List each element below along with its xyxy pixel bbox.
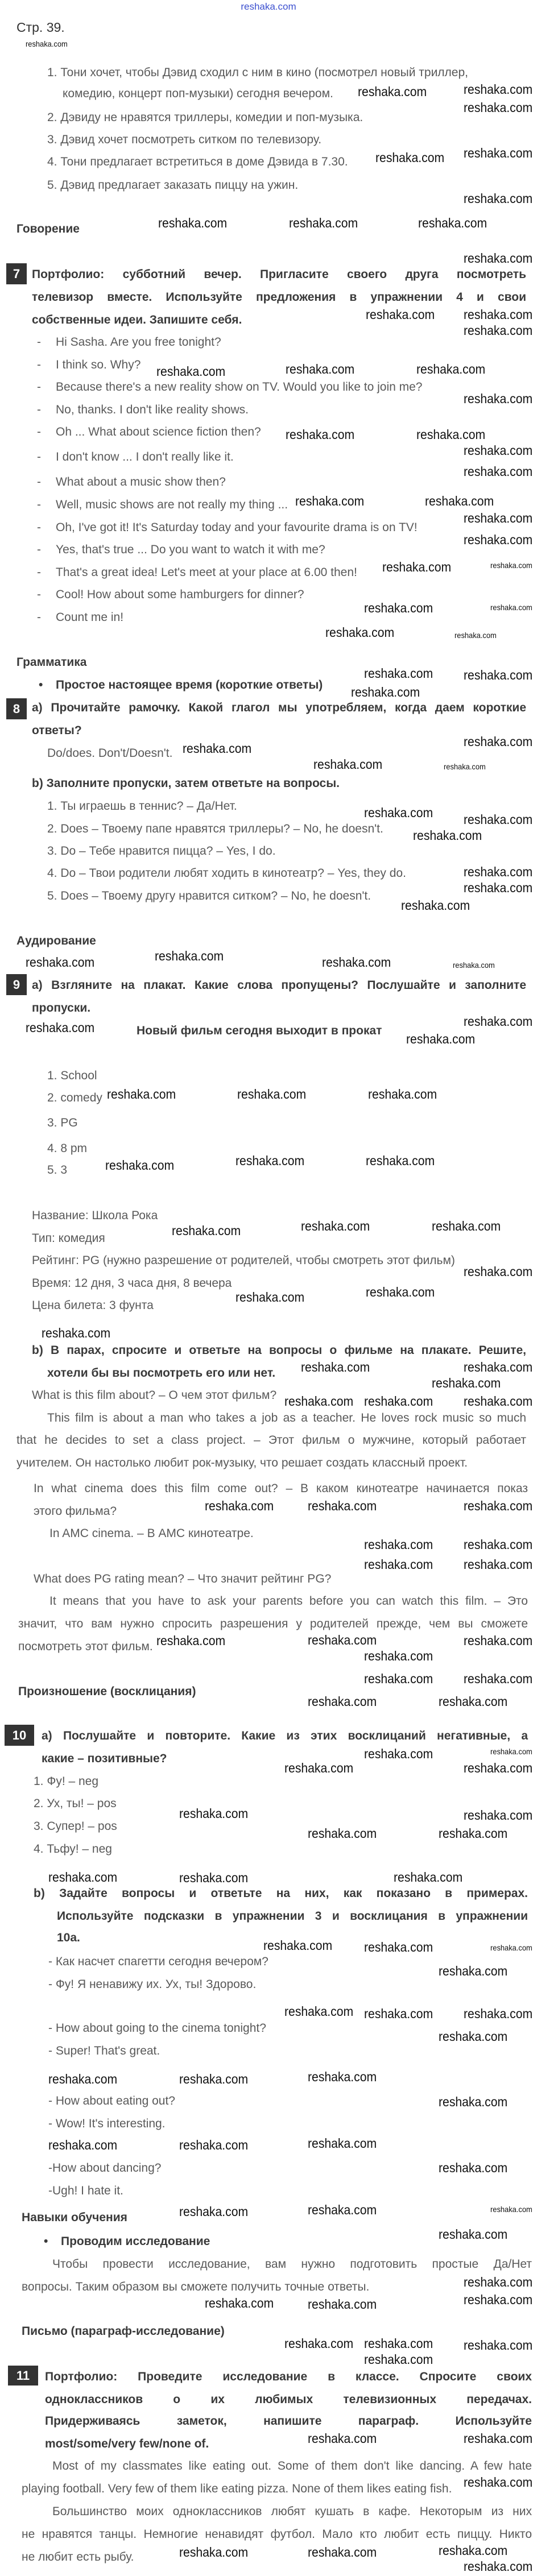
intro-line: 5. Дэвид предлагает заказать пиццу на ужин. <box>47 179 299 192</box>
watermark-text: reshaka.com <box>368 1087 437 1101</box>
watermark-text: reshaka.com <box>325 625 395 640</box>
watermark-text: reshaka.com <box>463 191 532 206</box>
exercise-task: b) В парах, спросите и ответьте на вопросы о фильме на плакате. Решите, <box>32 1344 526 1357</box>
exercise-number-badge: 11 <box>8 2366 38 2386</box>
watermark-text: reshaka.com <box>490 2205 532 2214</box>
watermark-text: reshaka.com <box>463 1014 532 1029</box>
watermark-text: reshaka.com <box>463 1360 532 1374</box>
watermark-text: reshaka.com <box>156 1633 226 1648</box>
answer-paragraph-line: playing football. Very few of them like eating pizza. None of them likes eating fish. <box>22 2482 452 2495</box>
watermark-text: reshaka.com <box>432 1219 501 1233</box>
dialogue-line: - Count me in! <box>56 611 123 624</box>
watermark-text: reshaka.com <box>26 1020 95 1035</box>
poster-title: Новый фильм сегодня выходит в прокат <box>137 1024 382 1037</box>
answer-item: 1. Ты играешь в теннис? – Да/Нет. <box>47 800 237 813</box>
watermark-text: reshaka.com <box>284 1761 354 1775</box>
watermark-text: reshaka.com <box>463 2475 532 2490</box>
watermark-text: reshaka.com <box>432 1376 501 1390</box>
answer-item: 3. PG <box>47 1116 78 1129</box>
watermark-text: reshaka.com <box>366 1285 435 1299</box>
watermark-text: reshaka.com <box>364 1940 433 1954</box>
watermark-text: reshaka.com <box>418 216 488 230</box>
watermark-text: reshaka.com <box>308 2431 377 2446</box>
exercise-task: телевизор вместе. Используйте предложения в упражнении 4 и свои <box>32 291 526 304</box>
watermark-text: reshaka.com <box>463 2275 532 2289</box>
watermark-text: reshaka.com <box>401 898 470 913</box>
answer-item: 5. 3 <box>47 1163 68 1177</box>
watermark-text: reshaka.com <box>26 955 95 970</box>
dialogue-line: - Yes, that's true ... Do you want to watch it with me? <box>56 543 325 557</box>
watermark-text: reshaka.com <box>463 880 532 895</box>
watermark-text: reshaka.com <box>295 494 365 508</box>
watermark-text: reshaka.com <box>490 1943 532 1952</box>
poster-info-line: Рейтинг: PG (нужно разрешение от родителей, чтобы смотреть этот фильм) <box>32 1254 455 1267</box>
watermark-text: reshaka.com <box>463 2338 532 2353</box>
intro-line: комедию, концерт поп-музыки) сегодня вечером. <box>63 87 333 100</box>
watermark-text: reshaka.com <box>463 1671 532 1686</box>
answer-item: 1. School <box>47 1069 97 1082</box>
qa-line: посмотреть этот фильм. <box>18 1640 153 1653</box>
watermark-text: reshaka.com <box>179 1870 249 1885</box>
watermark-text: reshaka.com <box>382 560 452 574</box>
watermark-text: reshaka.com <box>439 1694 508 1709</box>
section-heading-writing: Письмо (параграф-исследование) <box>22 2325 225 2338</box>
dialogue-line: - Super! That's great. <box>48 2044 160 2057</box>
watermark-text: reshaka.com <box>490 1747 532 1756</box>
answer-paragraph-line: Most of my classmates like eating out. Some of them don't like dancing. A few hate <box>52 2459 532 2473</box>
watermark-text: reshaka.com <box>179 1806 249 1821</box>
exercise-task: b) Задайте вопросы и ответьте на них, как показано в примерах. <box>34 1887 528 1900</box>
exercise-task: Придерживаясь заметок, напишите параграф. Используйте <box>45 2415 532 2428</box>
watermark-text: reshaka.com <box>301 1219 370 1233</box>
watermark-text: reshaka.com <box>284 2336 354 2351</box>
watermark-text: reshaka.com <box>413 828 482 843</box>
poster-info-line: Название: Школа Рока <box>32 1209 158 1222</box>
exercise-number-badge: 7 <box>6 263 27 284</box>
dialogue-line: - Oh ... What about science fiction then? <box>56 425 261 439</box>
watermark-text: reshaka.com <box>416 427 486 442</box>
answer-item: 4. Do – Твои родители любят ходить в кинотеатр? – Yes, they do. <box>47 867 406 880</box>
watermark-text: reshaka.com <box>308 2545 377 2560</box>
watermark-text: reshaka.com <box>301 1360 370 1374</box>
exercise-task: хотели бы вы посмотреть его или нет. <box>47 1366 276 1380</box>
dialogue-line: -Ugh! I hate it. <box>48 2184 123 2197</box>
watermark-text: reshaka.com <box>351 685 420 699</box>
watermark-text: reshaka.com <box>236 1153 305 1168</box>
study-topic-bullet: • Проводим исследование <box>61 2235 210 2248</box>
exercise-task: Используйте подсказки в упражнении 3 и восклицания в упражнении <box>57 1910 528 1923</box>
dialogue-line: - Как насчет спагетти сегодня вечером? <box>48 1955 268 1968</box>
dialogue-line: - What about a music show then? <box>56 475 226 489</box>
exercise-task: a) Прочитайте рамочку. Какой глагол мы употребляем, когда даем короткие <box>32 701 526 714</box>
watermark-text: reshaka.com <box>463 1394 532 1409</box>
watermark-text: reshaka.com <box>463 668 532 682</box>
watermark-text: reshaka.com <box>105 1158 175 1173</box>
exercise-task: пропуски. <box>32 1001 91 1014</box>
dialogue-line: - Фу! Я ненавижу их. Ух, ты! Здорово. <box>48 1978 257 1991</box>
qa-line: этого фильма? <box>34 1505 117 1518</box>
watermark-text: reshaka.com <box>463 82 532 97</box>
watermark-text: reshaka.com <box>463 464 532 479</box>
exercise-task: одноклассников о их любимых телевизионных передачах. <box>45 2393 532 2406</box>
dialogue-line: - Because there's a new reality show on TV. Would you like to join me? <box>56 380 422 394</box>
watermark-text: reshaka.com <box>425 494 494 508</box>
watermark-text: reshaka.com <box>364 1557 433 1572</box>
watermark-text: reshaka.com <box>455 631 497 640</box>
exercise-task: собственные идеи. Запишите себя. <box>32 313 242 326</box>
watermark-text: reshaka.com <box>236 1290 305 1304</box>
watermark-text: reshaka.com <box>308 1498 377 1513</box>
watermark-text: reshaka.com <box>463 1633 532 1648</box>
answer-item: 5. Does – Твоему другу нравится ситком? – No, he doesn't. <box>47 889 371 902</box>
qa-line: It means that you have to ask your parents before you can watch this film. – Это <box>49 1595 528 1608</box>
answer-paragraph-line: Большинство моих одноклассников любят кушать в кафе. Некоторым из них <box>52 2505 532 2518</box>
site-logo-link[interactable]: reshaka.com <box>241 1 296 12</box>
dialogue-line: - That's a great idea! Let's meet at your place at 6.00 then! <box>56 566 357 579</box>
study-text: вопросы. Таким образом вы сможете получить точные ответы. <box>22 2280 370 2293</box>
dialogue-line: -How about dancing? <box>48 2161 162 2175</box>
watermark-text: reshaka.com <box>366 307 435 322</box>
watermark-text: reshaka.com <box>308 1694 377 1709</box>
exercise-number-badge: 10 <box>5 1725 34 1746</box>
section-heading-grammar: Грамматика <box>16 656 87 669</box>
qa-line: What does PG rating mean? – Что значит рейтинг PG? <box>34 1572 332 1585</box>
watermark-text: reshaka.com <box>237 1087 307 1101</box>
poster-info-line: Тип: комедия <box>32 1232 105 1245</box>
exercise-task: a) Взгляните на плакат. Какие слова пропущены? Послушайте и заполните <box>32 979 526 992</box>
watermark-text: reshaka.com <box>364 1394 433 1409</box>
watermark-text: reshaka.com <box>463 2431 532 2446</box>
watermark-text: reshaka.com <box>364 2006 433 2021</box>
answer-item: 2. Ух, ты! – pos <box>34 1797 117 1810</box>
grammar-topic-bullet: • Простое настоящее время (короткие ответы) <box>56 678 323 692</box>
answer-item: 4. Тьфу! – neg <box>34 1842 112 1856</box>
watermark-text: reshaka.com <box>394 1870 463 1885</box>
study-text: Чтобы провести исследование, вам нужно подготовить простые Да/Нет <box>52 2258 532 2271</box>
watermark-text: reshaka.com <box>286 362 355 376</box>
watermark-text: reshaka.com <box>364 2336 433 2351</box>
watermark-text: reshaka.com <box>358 84 427 99</box>
section-heading-pronunciation: Произношение (восклицания) <box>18 1685 196 1698</box>
watermark-text: reshaka.com <box>463 100 532 115</box>
watermark-text: reshaka.com <box>322 955 391 970</box>
watermark-text: reshaka.com <box>205 2296 274 2310</box>
section-heading-study-skills: Навыки обучения <box>22 2211 127 2224</box>
watermark-text: reshaka.com <box>439 2160 508 2175</box>
watermark-text: reshaka.com <box>179 2204 249 2219</box>
watermark-text: reshaka.com <box>439 2029 508 2044</box>
dialogue-line: - Well, music shows are not really my thing ... <box>56 498 288 512</box>
dialogue-line: - Wow! It's interesting. <box>48 2117 166 2130</box>
watermark-text: reshaka.com <box>364 1671 433 1686</box>
exercise-task: most/some/very few/none of. <box>45 2437 209 2450</box>
watermark-text: reshaka.com <box>463 1264 532 1279</box>
watermark-text: reshaka.com <box>308 1633 377 1647</box>
answer-item: 3. Супер! – pos <box>34 1820 117 1833</box>
watermark-text: reshaka.com <box>463 2559 532 2574</box>
watermark-text: reshaka.com <box>284 2004 354 2019</box>
qa-line: that he decides to set a class project. – Этот фильм о мужчине, который работает <box>16 1434 526 1447</box>
watermark-text: reshaka.com <box>463 1498 532 1513</box>
watermark-text: reshaka.com <box>183 741 252 756</box>
dialogue-line: - I don't know ... I don't really like it. <box>56 450 234 464</box>
watermark-text: reshaka.com <box>463 511 532 525</box>
answer-paragraph-line: не любит есть рыбу. <box>22 2550 134 2563</box>
watermark-text: reshaka.com <box>158 216 228 230</box>
intro-line: 3. Дэвид хочет посмотреть ситком по телевизору. <box>47 133 322 146</box>
watermark-text: reshaka.com <box>286 427 355 442</box>
exercise-number-badge: 9 <box>6 974 27 995</box>
watermark-text: reshaka.com <box>463 307 532 322</box>
watermark-text: reshaka.com <box>308 2202 377 2217</box>
watermark-text: reshaka.com <box>364 600 433 615</box>
intro-line: 1. Тони хочет, чтобы Дэвид сходил с ним в кино (посмотрел новый триллер, <box>47 66 469 79</box>
watermark-text: reshaka.com <box>308 2136 377 2151</box>
answer-item: 4. 8 pm <box>47 1142 88 1155</box>
watermark-text: reshaka.com <box>406 1032 476 1046</box>
watermark-text: reshaka.com <box>26 39 68 48</box>
watermark-text: reshaka.com <box>364 805 433 820</box>
watermark-text: reshaka.com <box>463 323 532 338</box>
dialogue-line: - Hi Sasha. Are you free tonight? <box>56 336 221 349</box>
watermark-text: reshaka.com <box>179 2138 249 2152</box>
watermark-text: reshaka.com <box>172 1223 241 1238</box>
qa-line: In AMC cinema. – В AMC кинотеатре. <box>49 1527 254 1540</box>
watermark-text: reshaka.com <box>490 561 532 570</box>
watermark-text: reshaka.com <box>439 1964 508 1978</box>
watermark-text: reshaka.com <box>463 391 532 406</box>
watermark-text: reshaka.com <box>364 1746 433 1761</box>
qa-line: What is this film about? – О чем этот фильм? <box>32 1389 277 1402</box>
watermark-text: reshaka.com <box>364 666 433 681</box>
qa-line: учителем. Он настолько любит рок-музыку, что решает создать классный проект. <box>16 1456 468 1469</box>
watermark-text: reshaka.com <box>439 2227 508 2242</box>
watermark-text: reshaka.com <box>366 1153 435 1168</box>
exercise-task: 10a. <box>57 1931 80 1944</box>
watermark-text: reshaka.com <box>308 2069 377 2084</box>
exercise-number-badge: 8 <box>6 698 27 719</box>
dialogue-line: - Cool! How about some hamburgers for dinner? <box>56 588 304 602</box>
watermark-text: reshaka.com <box>416 362 486 376</box>
poster-info-line: Время: 12 дня, 3 часа дня, 8 вечера <box>32 1277 232 1290</box>
watermark-text: reshaka.com <box>48 1870 118 1885</box>
exercise-task: ответы? <box>32 724 82 737</box>
watermark-text: reshaka.com <box>453 960 495 970</box>
watermark-text: reshaka.com <box>375 150 445 165</box>
watermark-text: reshaka.com <box>463 812 532 827</box>
watermark-text: reshaka.com <box>48 2138 118 2152</box>
answer-text: Do/does. Don't/Doesn't. <box>47 747 173 760</box>
dialogue-line: - How about eating out? <box>48 2094 175 2107</box>
watermark-text: reshaka.com <box>463 2292 532 2307</box>
qa-line: In what cinema does this film come out? – В каком кинотеатре начинается показ <box>34 1482 528 1495</box>
answer-item: 3. Do – Тебе нравится пицца? – Yes, I do. <box>47 844 276 858</box>
exercise-task: Портфолио: Проведите исследование в классе. Спросите своих <box>45 2370 532 2383</box>
dialogue-line: - I think so. Why? <box>56 358 141 372</box>
watermark-text: reshaka.com <box>463 443 532 458</box>
watermark-text: reshaka.com <box>179 2545 249 2560</box>
answer-item: 2. Does – Твоему папе нравятся триллеры? – No, he doesn't. <box>47 822 383 835</box>
answer-paragraph-line: не нравятся танцы. Немногие ненавидят футбол. Мало кто любит есть пиццу. Никто <box>22 2528 532 2541</box>
watermark-text: reshaka.com <box>463 1557 532 1572</box>
watermark-text: reshaka.com <box>463 864 532 879</box>
answer-item: 2. comedy <box>47 1091 102 1104</box>
watermark-text: reshaka.com <box>156 364 226 379</box>
watermark-text: reshaka.com <box>439 1826 508 1841</box>
section-heading-speaking: Говорение <box>16 222 80 235</box>
watermark-text: reshaka.com <box>289 216 358 230</box>
page-title: Стр. 39. <box>16 20 65 35</box>
qa-line: значит, что вам нужно спросить разрешения у родителей прежде, чем вы сможете <box>18 1617 528 1630</box>
watermark-text: reshaka.com <box>463 251 532 266</box>
watermark-text: reshaka.com <box>308 1826 377 1841</box>
watermark-text: reshaka.com <box>463 1808 532 1823</box>
intro-line: 4. Тони предлагает встретиться в доме Дэвида в 7.30. <box>47 155 348 168</box>
watermark-text: reshaka.com <box>463 2006 532 2021</box>
exercise-task: b) Заполните пропуски, затем ответьте на вопросы. <box>32 777 340 790</box>
dialogue-line: - Oh, I've got it! It's Saturday today and your favourite drama is on TV! <box>56 521 418 535</box>
exercise-task: какие – позитивные? <box>42 1752 167 1765</box>
intro-line: 2. Дэвиду не нравятся триллеры, комедии и поп-музыка. <box>47 111 363 124</box>
watermark-text: reshaka.com <box>439 2094 508 2109</box>
watermark-text: reshaka.com <box>155 949 224 963</box>
watermark-text: reshaka.com <box>490 603 532 612</box>
watermark-text: reshaka.com <box>263 1938 333 1953</box>
watermark-text: reshaka.com <box>463 1761 532 1775</box>
section-heading-listening: Аудирование <box>16 934 96 947</box>
watermark-text: reshaka.com <box>107 1087 176 1101</box>
watermark-text: reshaka.com <box>463 734 532 749</box>
dialogue-line: - How about going to the cinema tonight? <box>48 2022 266 2035</box>
watermark-text: reshaka.com <box>179 2072 249 2086</box>
watermark-text: reshaka.com <box>42 1326 111 1340</box>
dialogue-line: - No, thanks. I don't like reality shows. <box>56 403 249 417</box>
watermark-text: reshaka.com <box>364 1537 433 1552</box>
exercise-task: a) Послушайте и повторите. Какие из этих восклицаний негативные, а <box>42 1729 528 1742</box>
answer-item: 1. Фу! – neg <box>34 1775 99 1788</box>
watermark-text: reshaka.com <box>444 762 486 771</box>
exercise-task: Портфолио: субботний вечер. Пригласите своего друга посмотреть <box>32 268 526 281</box>
watermark-text: reshaka.com <box>463 1537 532 1552</box>
watermark-text: reshaka.com <box>439 2543 508 2558</box>
watermark-text: reshaka.com <box>364 1649 433 1663</box>
watermark-text: reshaka.com <box>463 146 532 160</box>
watermark-text: reshaka.com <box>463 532 532 547</box>
watermark-text: reshaka.com <box>313 757 383 772</box>
watermark-text: reshaka.com <box>308 2297 377 2312</box>
watermark-text: reshaka.com <box>48 2072 118 2086</box>
watermark-text: reshaka.com <box>364 2352 433 2367</box>
watermark-text: reshaka.com <box>284 1394 354 1409</box>
poster-info-line: Цена билета: 3 фунта <box>32 1299 154 1312</box>
qa-line: This film is about a man who takes a job as a teacher. He loves rock music so much <box>47 1411 526 1424</box>
watermark-text: reshaka.com <box>205 1498 274 1513</box>
